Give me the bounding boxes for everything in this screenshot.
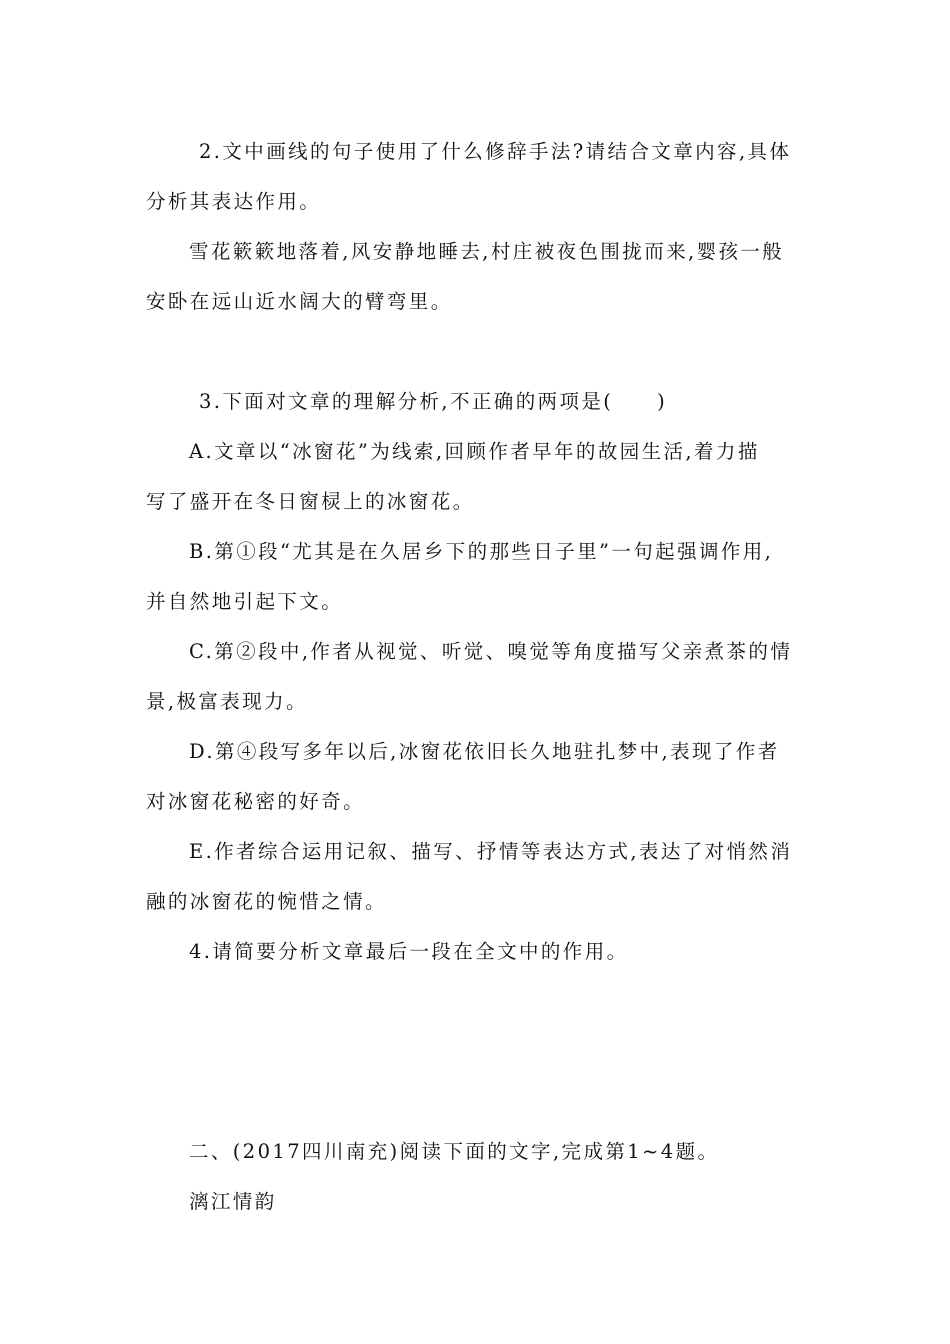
option-e-line-1: E.作者综合运用记叙、描写、抒情等表达方式,表达了对悄然消 [189, 840, 793, 863]
passage-title: 漓江情韵 [189, 1190, 277, 1213]
quoted-sentence-line-2: 安卧在远山近水阔大的臂弯里。 [146, 290, 453, 313]
option-d-line-1: D.第④段写多年以后,冰窗花依旧长久地驻扎梦中,表现了作者 [189, 740, 780, 763]
question-2-line-2: 分析其表达作用。 [146, 190, 322, 213]
option-c-line-2: 景,极富表现力。 [146, 690, 308, 713]
question-4: 4.请简要分析文章最后一段在全文中的作用。 [189, 940, 629, 963]
option-e-line-2: 融的冰窗花的惋惜之情。 [146, 890, 387, 913]
quoted-sentence-line-1: 雪花簌簌地落着,风安静地睡去,村庄被夜色围拢而来,婴孩一般 [189, 240, 785, 263]
question-3-stem: 3.下面对文章的理解分析,不正确的两项是( ) [199, 390, 668, 413]
option-a-line-2: 写了盛开在冬日窗棂上的冰窗花。 [146, 490, 475, 513]
option-b-line-1: B.第①段“尤其是在久居乡下的那些日子里”一句起强调作用, [189, 540, 774, 563]
option-d-line-2: 对冰窗花秘密的好奇。 [146, 790, 366, 813]
option-c-line-1: C.第②段中,作者从视觉、听觉、嗅觉等角度描写父亲煮茶的情 [189, 640, 793, 663]
option-a-line-1: A.文章以“冰窗花”为线索,回顾作者早年的故园生活,着力描 [189, 440, 760, 463]
option-b-line-2: 并自然地引起下文。 [146, 590, 344, 613]
section-2-heading: 二、(2017四川南充)阅读下面的文字,完成第1~4题。 [189, 1140, 720, 1163]
question-2-line-1: 2.文中画线的句子使用了什么修辞手法?请结合文章内容,具体 [199, 140, 792, 163]
